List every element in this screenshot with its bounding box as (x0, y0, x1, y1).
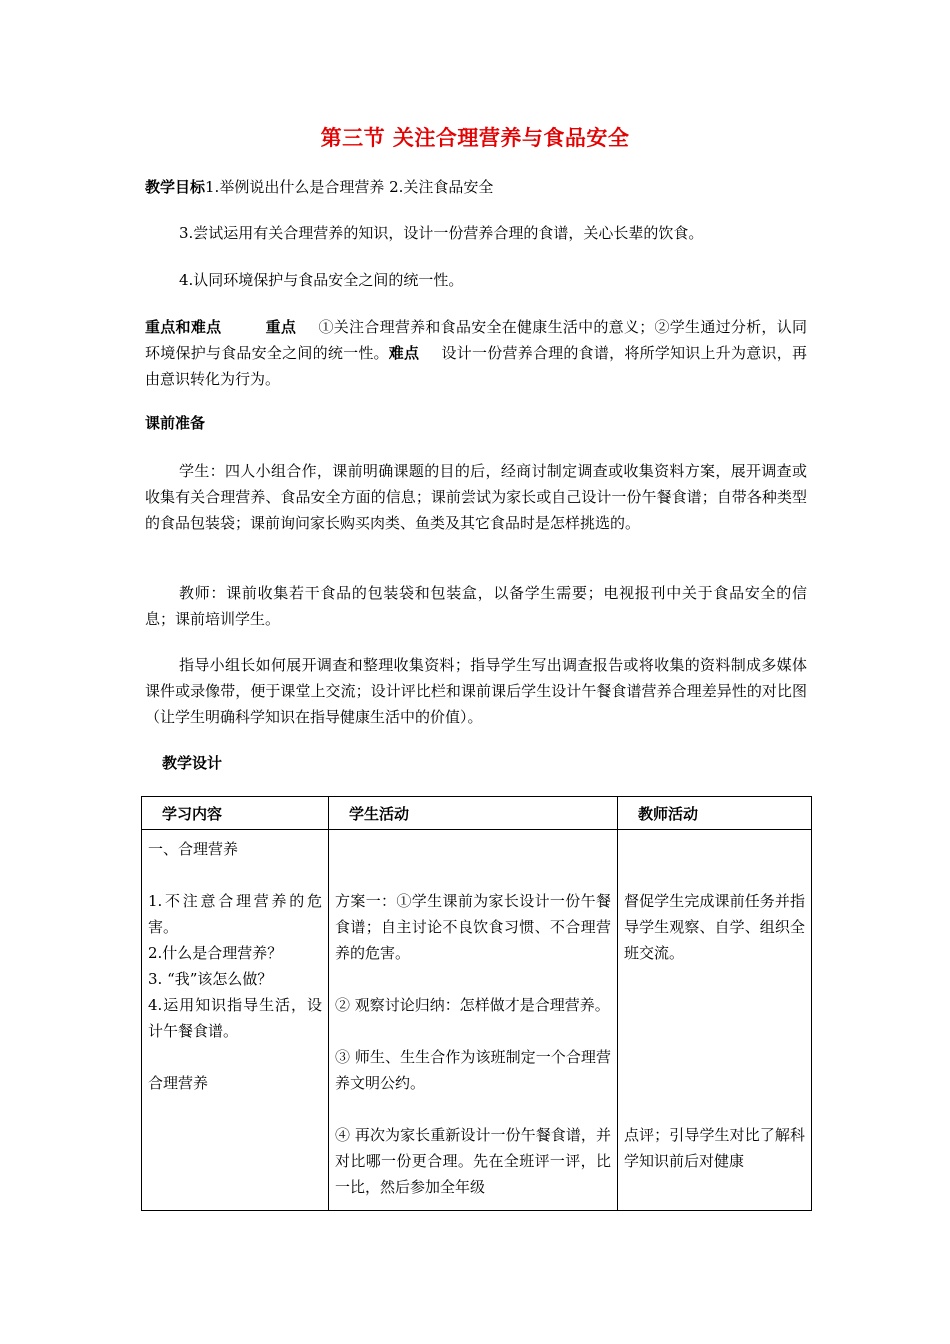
preparation-teacher: 教师：课前收集若干食品的包装袋和包装盒，以备学生需要；电视报刊中关于食品安全的信息；课前培训学生。 (145, 584, 807, 628)
objectives-line-4: 4.认同环境保护与食品安全之间的统一性。 (179, 271, 464, 289)
header-student: 学生活动 (329, 797, 618, 830)
content-item-3: 3. “我”该怎么做？ (148, 970, 273, 988)
lesson-design-table (141, 796, 812, 1211)
page-title: 第三节 关注合理营养与食品安全 (320, 126, 630, 150)
content-heading: 一、合理营养 (148, 840, 239, 858)
teacher-cell (618, 830, 812, 1211)
header-content: 学习内容 (142, 797, 329, 830)
preparation-guide: 指导小组长如何展开调查和整理收集资料；指导学生写出调查报告或将收集的资料制成多媒体课件或录像带，便于课堂上交流；设计评比栏和课前课后学生设计午餐食谱营养合理差异性的对比图（让学生明确科学知识在指导健康生活中的价值）。 (145, 656, 807, 726)
student-plan-3: ③ 师生、生生合作为该班制定一个合理营养文明公约。 (335, 1048, 611, 1092)
content-item-2: 2.什么是合理营养？ (148, 944, 283, 962)
key-points-paragraph (145, 314, 807, 392)
teacher-review: 点评；引导学生对比了解科学知识前后对健康 (624, 1126, 805, 1170)
preparation-student: 学生：四人小组合作，课前明确课题的目的后，经商讨制定调查或收集资料方案，展开调查或收集有关合理营养、食品安全方面的信息；课前尝试为家长或自己设计一份午餐食谱；自带各种类型的食品包装袋；课前询问家长购买肉类、鱼类及其它食品时是怎样挑选的。 (145, 462, 807, 532)
table-row (142, 830, 812, 1211)
table-header-row (142, 797, 812, 830)
student-plan-4: ④ 再次为家长重新设计一份午餐食谱，并对比哪一份更合理。先在全班评一评，比一比，然后参加全年级 (335, 1126, 611, 1196)
difficult-text: 设计一份营养合理的食谱，将所学知识上升为意识，再由意识转化为行为。 (145, 344, 807, 388)
objectives-label: 教学目标 (145, 178, 206, 196)
key-text: ①关注合理营养和食品安全在健康生活中的意义；②学生通过分析，认同环境保护与食品安全之间的统一性。 (145, 318, 807, 362)
student-plan-2: ② 观察讨论归纳：怎样做才是合理营养。 (335, 996, 610, 1014)
key-points-label: 重点和难点 (145, 318, 222, 336)
content-cell (142, 830, 329, 1211)
teacher-task: 督促学生完成课前任务并指导学生观察、自学、组织全班交流。 (624, 892, 805, 962)
key-label: 重点 (265, 318, 297, 336)
student-cell (329, 830, 618, 1211)
content-item-4: 4.运用知识指导生活，设计午餐食谱。 (148, 996, 322, 1040)
design-heading: 教学设计 (162, 754, 223, 772)
objectives-text-1: 1.举例说出什么是合理营养 2.关注食品安全 (205, 178, 494, 196)
objectives-line-1 (145, 174, 807, 200)
difficult-label: 难点 (388, 344, 420, 362)
preparation-heading: 课前准备 (145, 414, 206, 432)
student-plan-1: 方案一：①学生课前为家长设计一份午餐食谱；自主讨论不良饮食习惯、不合理营养的危害。 (335, 892, 611, 962)
header-teacher: 教师活动 (618, 797, 812, 830)
content-footer: 合理营养 (148, 1074, 209, 1092)
objectives-line-3: 3.尝试运用有关合理营养的知识，设计一份营养合理的食谱，关心长辈的饮食。 (179, 224, 704, 242)
content-item-1: 1.不注意合理营养的危害。 (148, 892, 322, 936)
